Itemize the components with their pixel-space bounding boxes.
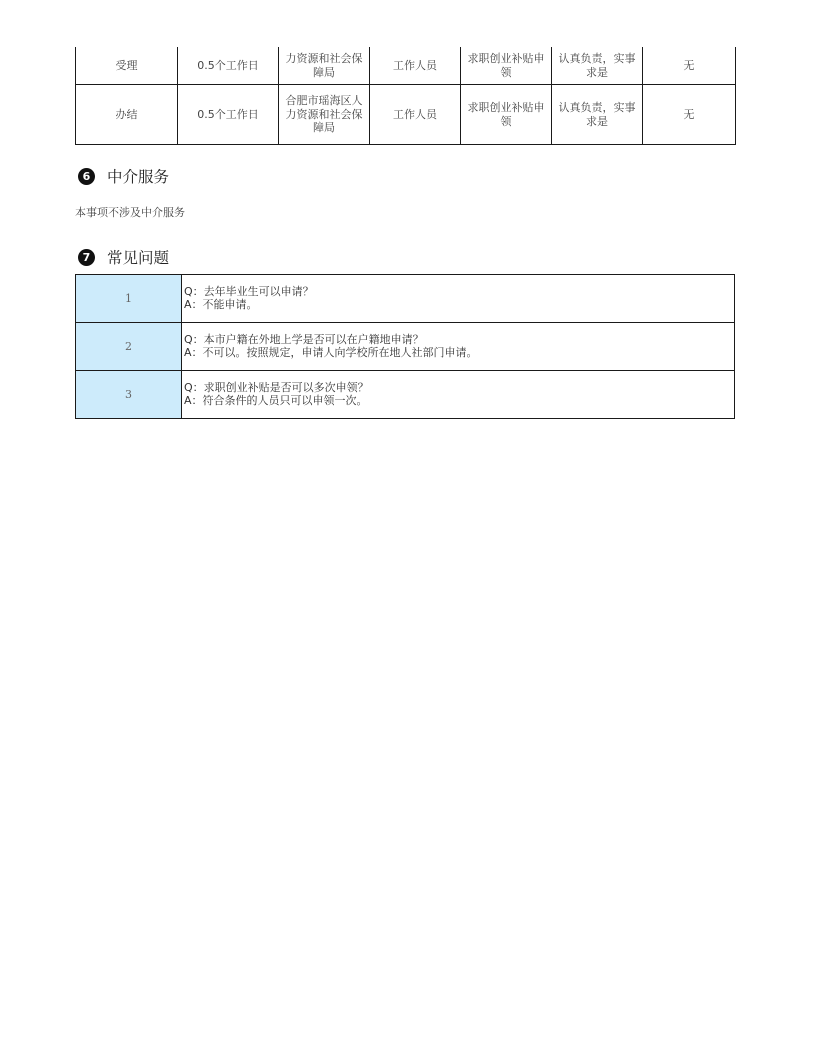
faq-index: 3 [76, 371, 182, 419]
faq-row [76, 275, 735, 323]
number-7-icon: 7 [78, 249, 95, 266]
process-department: 力资源和社会保障局 [279, 47, 370, 85]
section-heading-intermediary [78, 165, 169, 187]
process-step: 办结 [76, 85, 178, 145]
faq-table [75, 274, 735, 419]
section-heading-faq [78, 246, 169, 268]
process-standard: 认真负责，实事求是 [552, 47, 643, 85]
faq-answer: A：符合条件的人员只可以申领一次。 [184, 393, 368, 407]
process-fee: 无 [643, 85, 736, 145]
faq-qa [182, 371, 735, 419]
intermediary-note: 本事项不涉及中介服务 [75, 206, 185, 219]
process-handler: 工作人员 [370, 47, 461, 85]
process-fee: 无 [643, 47, 736, 85]
section-title: 中介服务 [107, 168, 170, 186]
faq-row [76, 371, 735, 419]
faq-question: Q：本市户籍在外地上学是否可以在户籍地申请？ [184, 333, 424, 346]
process-handler: 工作人员 [370, 85, 461, 145]
process-time-limit: 0.5个工作日 [178, 47, 279, 85]
process-row [76, 47, 736, 85]
faq-answer: A：不可以。按照规定，申请人向学校所在地人社部门申请。 [184, 345, 478, 359]
faq-index: 1 [76, 275, 182, 323]
number-6-icon: 6 [78, 168, 95, 185]
faq-qa [182, 275, 735, 323]
process-row [76, 85, 736, 145]
process-time-limit: 0.5个工作日 [178, 85, 279, 145]
faq-index: 2 [76, 323, 182, 371]
process-table [75, 47, 736, 145]
faq-question: Q：求职创业补贴是否可以多次申领？ [184, 381, 369, 394]
process-content: 求职创业补贴申领 [461, 47, 552, 85]
faq-question: Q：去年毕业生可以申请？ [184, 285, 314, 298]
section-title: 常见问题 [107, 249, 170, 267]
faq-qa [182, 323, 735, 371]
faq-row [76, 323, 735, 371]
process-step: 受理 [76, 47, 178, 85]
process-content: 求职创业补贴申领 [461, 85, 552, 145]
process-department: 合肥市瑶海区人力资源和社会保障局 [279, 85, 370, 145]
process-standard: 认真负责，实事求是 [552, 85, 643, 145]
faq-answer: A：不能申请。 [184, 297, 258, 311]
